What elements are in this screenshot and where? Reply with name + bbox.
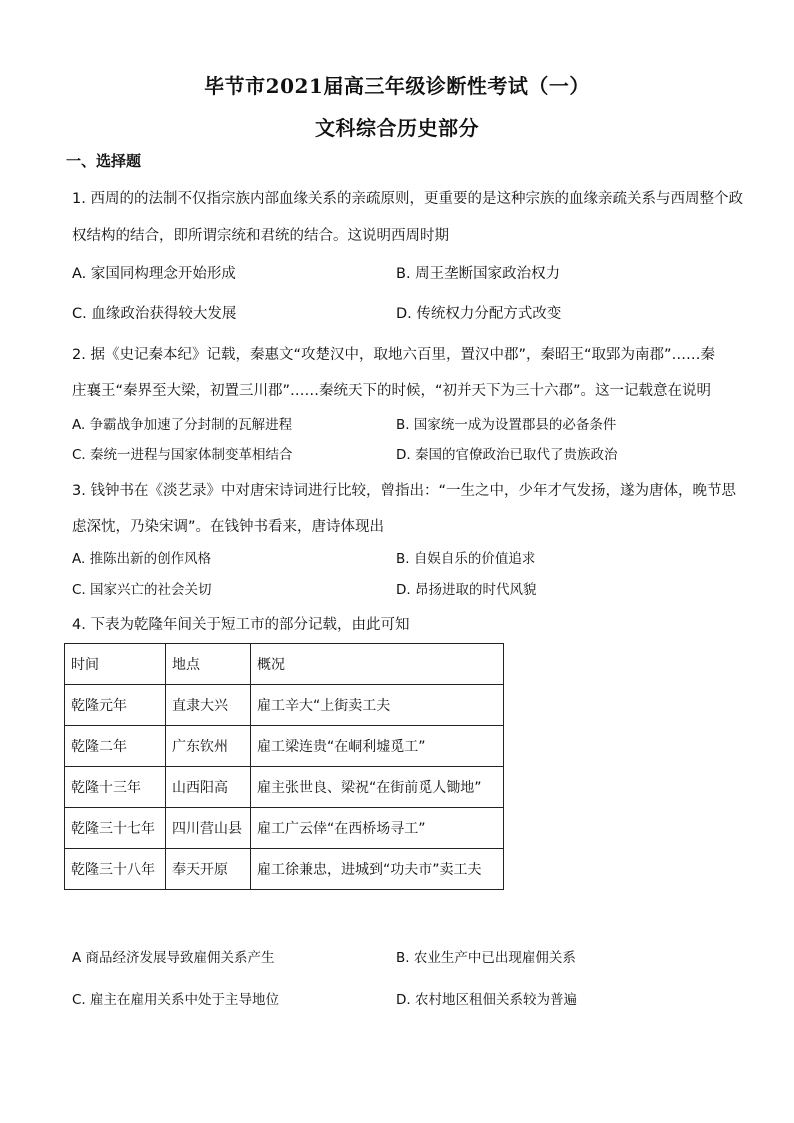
question-3-text-line-1: 3. 钱钟书在《淡艺录》中对唐宋诗词进行比较，曾指出：“一生之中，少年才气发扬，遂为唐体，晚节思 bbox=[72, 483, 736, 499]
question-4-option-d: D. 农村地区租佃关系较为普遍 bbox=[396, 992, 577, 1008]
table-cell: 乾隆三十七年 bbox=[65, 808, 166, 849]
section-heading: 一、选择题 bbox=[66, 152, 142, 170]
table-cell: 直隶大兴 bbox=[166, 685, 251, 726]
question-4-text-line-1: 4. 下表为乾隆年间关于短工市的部分记载，由此可知 bbox=[72, 617, 410, 633]
question-3-text-line-2: 虑深忱，乃染宋调”。在钱钟书看来，唐诗体现出 bbox=[72, 519, 385, 535]
table-cell: 乾隆十三年 bbox=[65, 767, 166, 808]
table-cell: 雇工辛大“上街卖工夫 bbox=[251, 685, 504, 726]
question-3-option-c: C. 国家兴亡的社会关切 bbox=[72, 582, 212, 598]
question-3-option-a: A. 推陈出新的创作风格 bbox=[72, 551, 212, 567]
question-1-option-d: D. 传统权力分配方式改变 bbox=[396, 306, 562, 322]
table-row bbox=[65, 808, 504, 849]
question-1-option-b: B. 周王垄断国家政治权力 bbox=[396, 266, 561, 282]
page-title: 毕节市2021届高三年级诊断性考试（一） bbox=[204, 74, 590, 98]
question-1-option-c: C. 血缘政治获得较大发展 bbox=[72, 306, 237, 322]
question-4-option-c: C. 雇主在雇用关系中处于主导地位 bbox=[72, 992, 280, 1008]
question-3-option-b: B. 自娱自乐的价值追求 bbox=[396, 551, 536, 567]
table-row bbox=[65, 849, 504, 890]
question-2-text-line-1: 2. 据《史记秦本纪》记载，秦惠文“攻楚汉中，取地六百里，置汉中郡”，秦昭王“取郢为南郡”……秦 bbox=[72, 347, 715, 363]
table-cell: 广东钦州 bbox=[166, 726, 251, 767]
table-cell: 雇主张世良、梁祝“在街前觅人锄地” bbox=[251, 767, 504, 808]
question-1-text-line-2: 权结构的结合，即所谓宗统和君统的结合。这说明西周时期 bbox=[72, 228, 449, 244]
table-cell: 雇工徐兼忠，进城到“功夫市”卖工夫 bbox=[251, 849, 504, 890]
question-4-option-a: A 商品经济发展导致雇佣关系产生 bbox=[72, 950, 275, 966]
question-4-option-b: B. 农业生产中已出现雇佣关系 bbox=[396, 950, 576, 966]
question-1-text-line-1: 1. 西周的的法制不仅指宗族内部血缘关系的亲疏原则，更重要的是这种宗族的血缘亲疏关系与西周整个政 bbox=[72, 191, 743, 207]
question-2-option-d: D. 秦国的官僚政治已取代了贵族政治 bbox=[396, 447, 618, 463]
table-header-cell: 地点 bbox=[166, 644, 251, 685]
table-cell: 四川营山县 bbox=[166, 808, 251, 849]
short-labor-market-table bbox=[64, 643, 504, 890]
table-cell: 雇工广云倖“在西桥场寻工” bbox=[251, 808, 504, 849]
table-header-cell: 时间 bbox=[65, 644, 166, 685]
table-cell: 奉天开原 bbox=[166, 849, 251, 890]
question-1-option-a: A. 家国同构理念开始形成 bbox=[72, 266, 236, 282]
table-cell: 乾隆三十八年 bbox=[65, 849, 166, 890]
table-row bbox=[65, 726, 504, 767]
table-cell: 雇工梁连贵“在峒利墟觅工” bbox=[251, 726, 504, 767]
page-subtitle: 文科综合历史部分 bbox=[315, 116, 479, 140]
question-2-text-line-2: 庄襄王“秦界至大梁，初置三川郡”……秦统天下的时候，“初并天下为三十六郡”。这一记载意在说明 bbox=[72, 383, 712, 399]
table-cell: 乾隆二年 bbox=[65, 726, 166, 767]
question-3-option-d: D. 昂扬进取的时代风貌 bbox=[396, 582, 537, 598]
table-cell: 乾隆元年 bbox=[65, 685, 166, 726]
question-2-option-a: A. 争霸战争加速了分封制的瓦解进程 bbox=[72, 417, 293, 433]
table-header-cell: 概况 bbox=[251, 644, 504, 685]
table-row bbox=[65, 767, 504, 808]
table-cell: 山西阳高 bbox=[166, 767, 251, 808]
question-2-option-b: B. 国家统一成为设置郡县的必备条件 bbox=[396, 417, 617, 433]
table-row bbox=[65, 685, 504, 726]
table-header-row bbox=[65, 644, 504, 685]
question-2-option-c: C. 秦统一进程与国家体制变革相结合 bbox=[72, 447, 293, 463]
